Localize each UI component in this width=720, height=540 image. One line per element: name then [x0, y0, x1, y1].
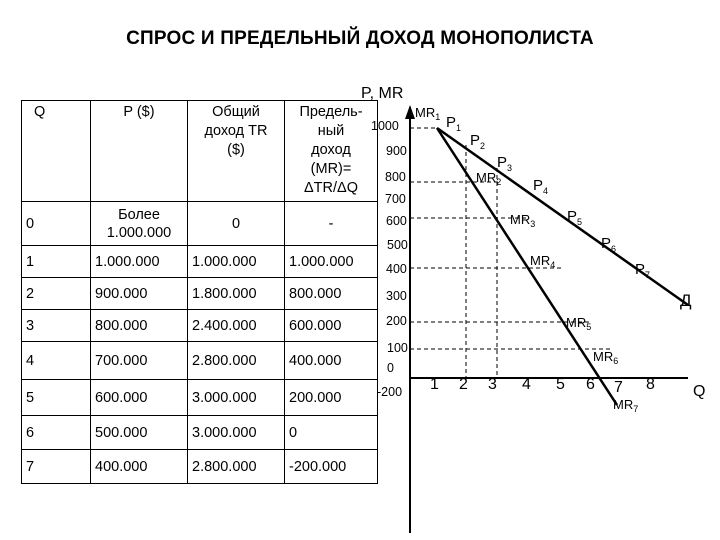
x-tick-label: 5 — [556, 376, 565, 393]
y-tick-label: 500 — [387, 238, 408, 252]
cell-marginal-revenue: 400.000 — [285, 342, 378, 380]
cell-total-revenue: 3.000.000 — [188, 416, 285, 450]
price-point-label: $P_5$ — [567, 208, 583, 227]
x-tick-label: 3 — [488, 376, 497, 393]
cell-price: 500.000 — [91, 416, 188, 450]
cell-price: 800.000 — [91, 310, 188, 342]
cell-q: 6 — [22, 416, 91, 450]
y-tick-label: -200 — [377, 385, 403, 399]
cell-marginal-revenue: -200.000 — [285, 450, 378, 484]
cell-q: 7 — [22, 450, 91, 484]
cell-total-revenue: 2.400.000 — [188, 310, 285, 342]
cell-q: 0 — [22, 202, 91, 246]
page-title: СПРОС И ПРЕДЕЛЬНЫЙ ДОХОД МОНОПОЛИСТА — [126, 28, 594, 49]
demand-line — [437, 128, 688, 305]
price-point-label: $P_3$ — [497, 154, 513, 173]
price-point-label: $P_6$ — [601, 235, 617, 254]
price-point-label: $P_1$ — [446, 114, 462, 133]
mr-line — [437, 128, 617, 405]
cell-price: 700.000 — [91, 342, 188, 380]
cell-total-revenue: 1.800.000 — [188, 278, 285, 310]
mr-point-label: $MR_7$ — [613, 397, 639, 414]
y-tick-label: 700 — [385, 192, 406, 206]
y-tick-label: 1000 — [371, 119, 399, 133]
x-tick-label: 1 — [430, 376, 439, 393]
header-price: P ($) — [91, 101, 188, 202]
cell-marginal-revenue: 1.000.000 — [285, 246, 378, 278]
cell-price: Более 1.000.000 — [91, 202, 188, 246]
y-tick-label: 600 — [386, 214, 407, 228]
cell-price: 900.000 — [91, 278, 188, 310]
cell-total-revenue: 1.000.000 — [188, 246, 285, 278]
price-point-label: $P_7$ — [635, 261, 651, 280]
x-tick-label: 2 — [459, 376, 468, 393]
x-tick-label: 6 — [586, 376, 595, 393]
cell-marginal-revenue: 600.000 — [285, 310, 378, 342]
mr-point-label: $MR_3$ — [510, 212, 536, 229]
mr-point-label: $MR_2$ — [476, 170, 502, 187]
header-total-revenue: Общий доход TR ($) — [188, 101, 285, 202]
cell-marginal-revenue: 800.000 — [285, 278, 378, 310]
cell-q: 2 — [22, 278, 91, 310]
cell-price: 1.000.000 — [91, 246, 188, 278]
cell-marginal-revenue: - — [285, 202, 378, 246]
x-tick-label: 8 — [646, 376, 655, 393]
demand-label: Д — [680, 291, 692, 310]
cell-price: 400.000 — [91, 450, 188, 484]
cell-q: 1 — [22, 246, 91, 278]
cell-q: 4 — [22, 342, 91, 380]
cell-q: 3 — [22, 310, 91, 342]
y-tick-label: 900 — [386, 144, 407, 158]
x-tick-label: 4 — [522, 376, 531, 393]
y-tick-label: 800 — [385, 170, 406, 184]
x-tick-label: 7 — [614, 379, 623, 396]
cell-total-revenue: 2.800.000 — [188, 342, 285, 380]
header-q: Q — [22, 101, 91, 202]
cell-total-revenue: 2.800.000 — [188, 450, 285, 484]
header-marginal-revenue: Предель- ный доход (MR)= ΔTR/ΔQ — [285, 101, 378, 202]
y-tick-label: 200 — [386, 314, 407, 328]
x-axis-label: Q — [693, 383, 706, 400]
cell-q: 5 — [22, 380, 91, 416]
cell-total-revenue: 0 — [188, 202, 285, 246]
price-point-label: $P_2$ — [470, 132, 486, 151]
cell-total-revenue: 3.000.000 — [188, 380, 285, 416]
cell-price: 600.000 — [91, 380, 188, 416]
y-tick-label: 100 — [387, 341, 408, 355]
y-tick-label: 0 — [387, 361, 394, 375]
mr-point-label: $MR_5$ — [566, 315, 592, 332]
price-point-label: $P_4$ — [533, 177, 549, 196]
y-axis-arrow-icon — [405, 105, 415, 119]
mr-point-label: $MR_6$ — [593, 349, 619, 366]
mr-point-label: $MR_4$ — [530, 253, 556, 270]
cell-marginal-revenue: 0 — [285, 416, 378, 450]
y-axis-label: P, MR — [361, 85, 404, 102]
y-tick-label: 300 — [386, 289, 407, 303]
mr-point-label: $MR_1$ — [415, 105, 441, 122]
y-tick-label: 400 — [386, 262, 407, 276]
cell-marginal-revenue: 200.000 — [285, 380, 378, 416]
